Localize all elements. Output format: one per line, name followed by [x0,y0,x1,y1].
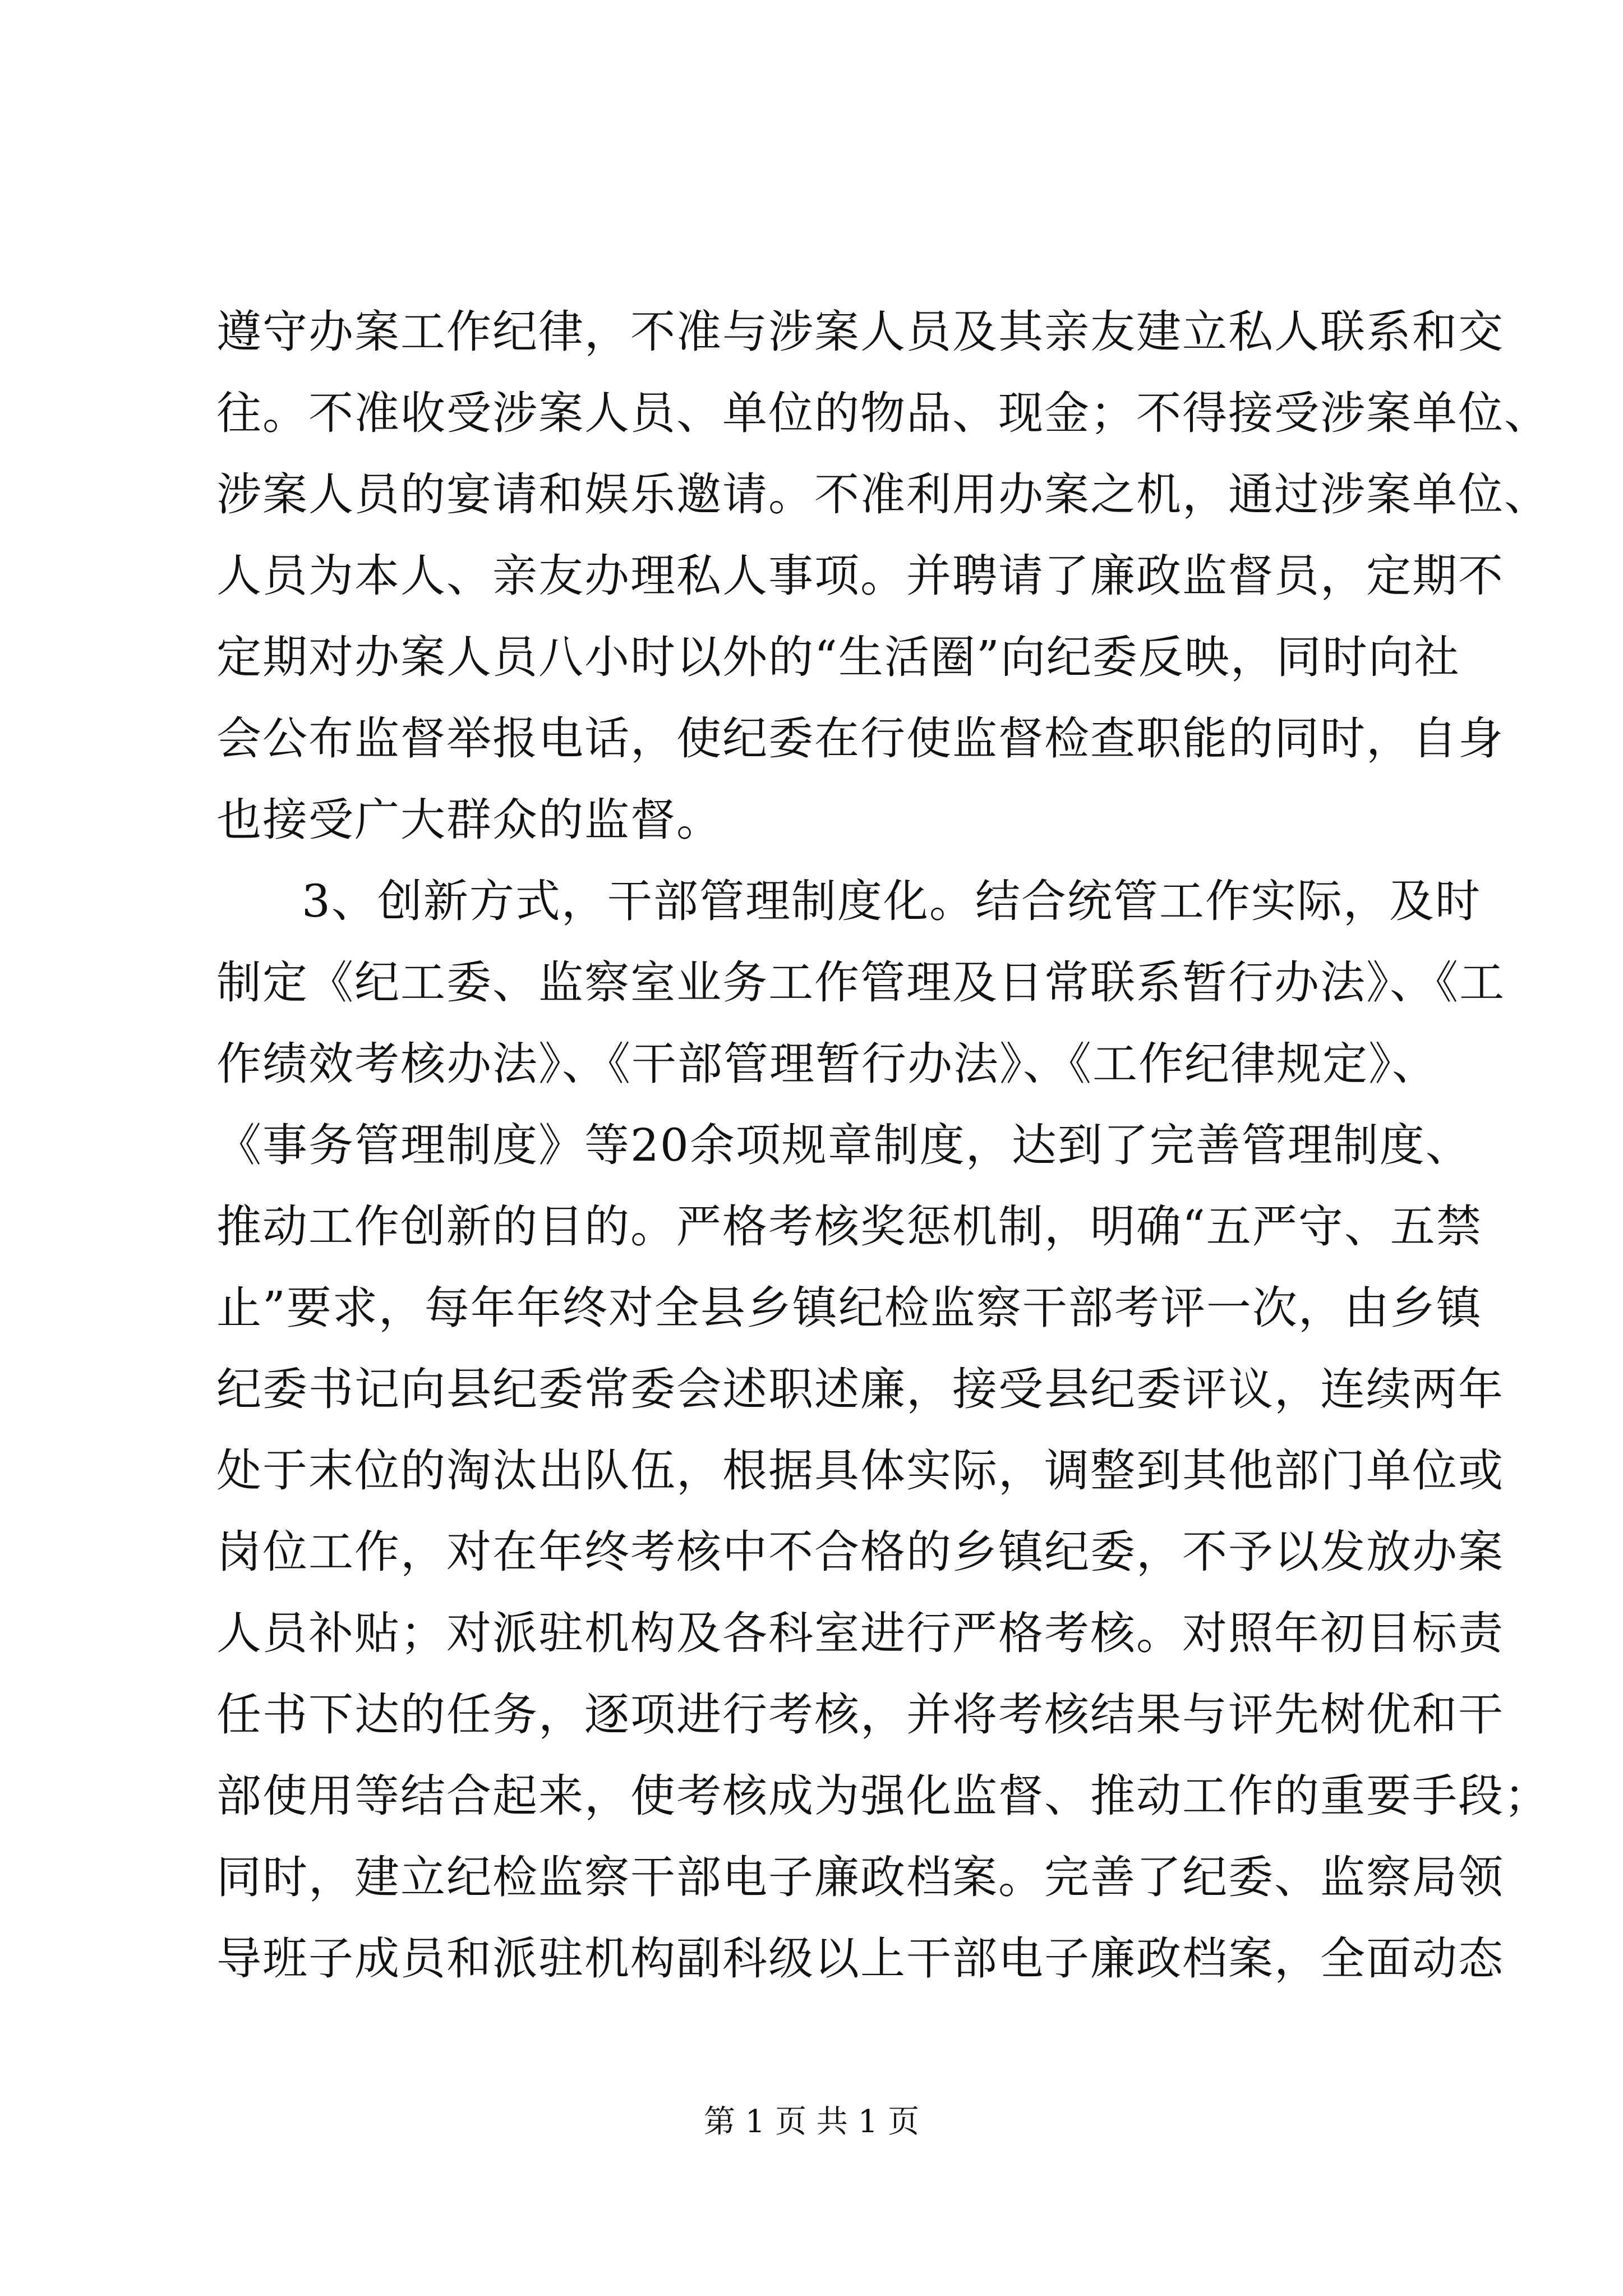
text-line-2: 往。不准收受涉案人员、单位的物品、现金；不得接受涉案单位、 [216,387,1550,439]
text-line-14: 纪委书记向县纪委常委会述职述廉，接受县纪委评议，连续两年 [216,1363,1504,1415]
text-line-9: 制定《纪工委、监察室业务工作管理及日常联系暂行办法》、《工 [216,956,1505,1009]
text-line-20: 同时，建立纪检监察干部电子廉政档案。完善了纪委、监察局领 [216,1851,1504,1903]
text-line-21: 导班子成员和派驻机构副科级以上干部电子廉政档案，全面动态 [216,1932,1504,1985]
text-line-4: 人员为本人、亲友办理私人事项。并聘请了廉政监督员，定期不 [216,550,1504,602]
text-line-17: 人员补贴；对派驻机构及各科室进行严格考核。对照年初目标责 [216,1607,1504,1659]
text-line-7: 也接受广大群众的监督。 [216,794,722,846]
text-line-18: 任书下达的任务，逐项进行考核，并将考核结果与评先树优和干 [216,1688,1504,1741]
text-line-19: 部使用等结合起来，使考核成为强化监督、推动工作的重要手段； [216,1770,1550,1822]
paragraph-3-first-line: 3、创新方式，干部管理制度化。结合统管工作实际，及时 [302,875,1481,927]
page-footer: 第 1 页 共 1 页 [703,2104,920,2140]
text-line-16: 岗位工作，对在年终考核中不合格的乡镇纪委，不予以发放办案 [216,1526,1504,1578]
text-line-5: 定期对办案人员八小时以外的“生活圈”向纪委反映，同时向社 [216,631,1460,683]
text-line-10: 作绩效考核办法》、《干部管理暂行办法》、《工作纪律规定》、 [216,1038,1438,1090]
text-line-11: 《事务管理制度》等20余项规章制度，达到了完善管理制度、 [216,1119,1472,1171]
text-line-15: 处于末位的淘汰出队伍，根据具体实际，调整到其他部门单位或 [216,1444,1504,1497]
text-line-12: 推动工作创新的目的。严格考核奖惩机制，明确“五严守、五禁 [216,1200,1482,1253]
text-line-1: 遵守办案工作纪律，不准与涉案人员及其亲友建立私人联系和交 [216,306,1504,358]
text-line-6: 会公布监督举报电话，使纪委在行使监督检查职能的同时，自身 [216,712,1504,765]
text-line-13: 止”要求，每年年终对全县乡镇纪检监察干部考评一次，由乡镇 [216,1282,1482,1334]
text-line-3: 涉案人员的宴请和娱乐邀请。不准利用办案之机，通过涉案单位、 [216,468,1550,521]
